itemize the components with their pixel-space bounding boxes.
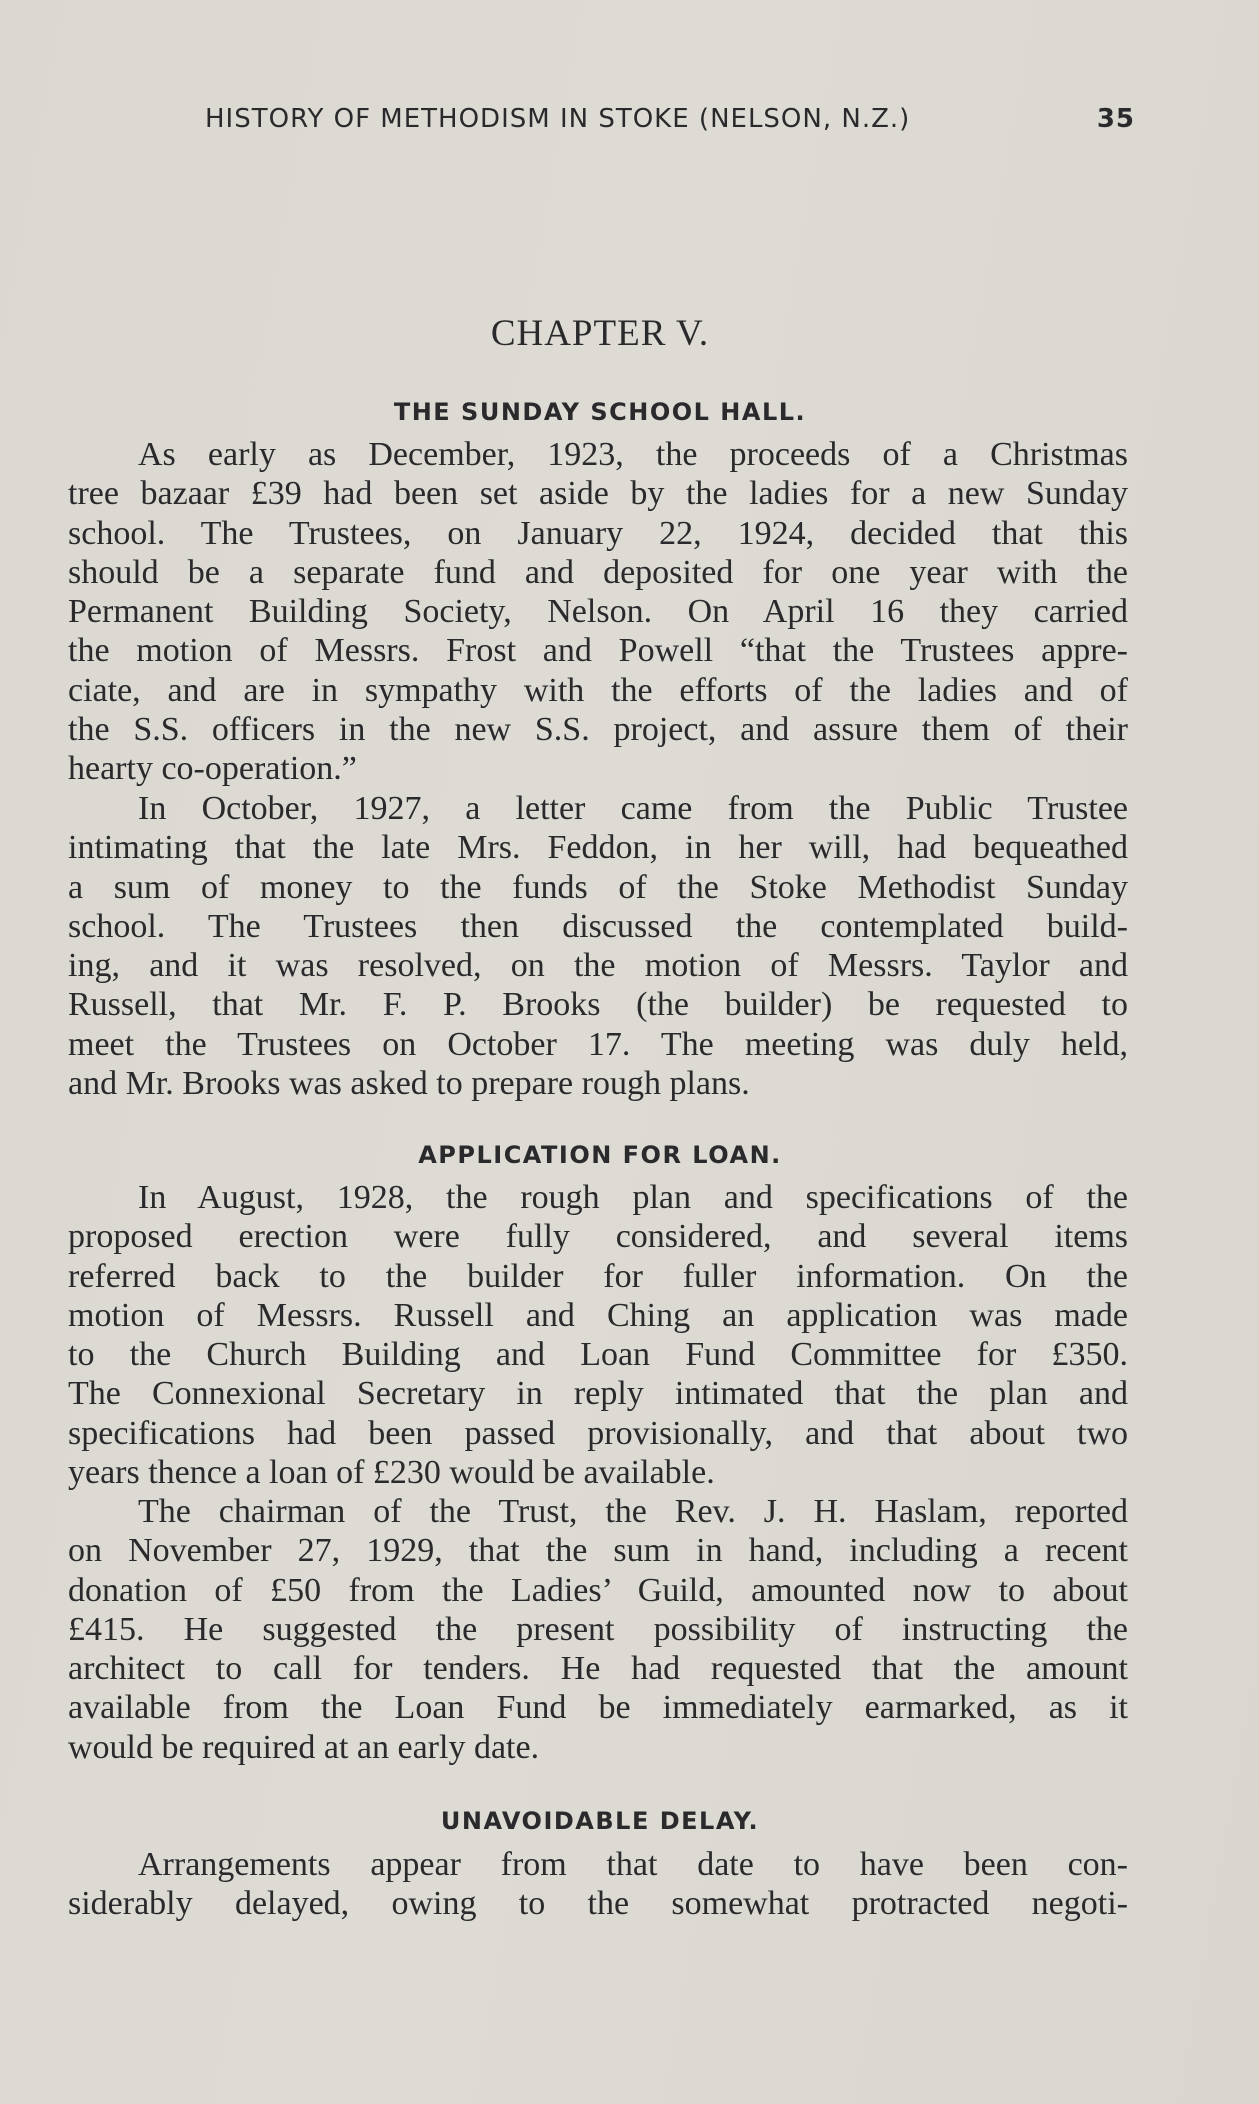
text-line: hearty co-operation.” bbox=[68, 750, 357, 788]
paragraph bbox=[68, 1492, 1128, 1767]
chapter-title: CHAPTER V. bbox=[490, 313, 710, 354]
text-line: In October, 1927, a letter came from the Public Trustee bbox=[138, 790, 1128, 827]
paragraph bbox=[68, 789, 1128, 1103]
text-line: intimating that the late Mrs. Feddon, in her will, had bequeathed bbox=[68, 829, 1128, 867]
paragraph bbox=[68, 435, 1128, 789]
running-header bbox=[205, 104, 1145, 140]
text-line: ing, and it was resolved, on the motion of Messrs. Taylor and bbox=[68, 947, 1128, 985]
text-line: school. The Trustees then discussed the contemplated build- bbox=[68, 907, 1128, 945]
running-title: HISTORY OF METHODISM IN STOKE (NELSON, N.Z.) bbox=[205, 104, 911, 134]
text-line: on November 27, 1929, that the sum in hand, including a recent bbox=[68, 1532, 1128, 1570]
text-line: the motion of Messrs. Frost and Powell “that the Trustees appre- bbox=[68, 632, 1128, 670]
text-line: should be a separate fund and deposited for one year with the bbox=[68, 553, 1128, 591]
text-line: years thence a loan of £230 would be available. bbox=[68, 1454, 715, 1492]
text-line: architect to call for tenders. He had requested that the amount bbox=[68, 1650, 1128, 1688]
paragraph bbox=[68, 1845, 1128, 1924]
text-line: £415. He suggested the present possibility of instructing the bbox=[68, 1610, 1128, 1648]
text-line: available from the Loan Fund be immediately earmarked, as it bbox=[68, 1689, 1128, 1727]
text-line: The chairman of the Trust, the Rev. J. H. Haslam, reported bbox=[138, 1493, 1128, 1530]
text-line: tree bazaar £39 had been set aside by the ladies for a new Sunday bbox=[68, 475, 1128, 513]
text-line: a sum of money to the funds of the Stoke Methodist Sunday bbox=[68, 868, 1128, 906]
paragraph bbox=[68, 1178, 1128, 1492]
text-line: motion of Messrs. Russell and Ching an application was made bbox=[68, 1296, 1128, 1334]
text-line: would be required at an early date. bbox=[68, 1728, 540, 1766]
text-line: meet the Trustees on October 17. The meeting was duly held, bbox=[68, 1025, 1128, 1063]
text-line: Russell, that Mr. F. P. Brooks (the builder) be requested to bbox=[68, 986, 1128, 1024]
section-heading: UNAVOIDABLE DELAY. bbox=[440, 1807, 760, 1835]
text-line: Arrangements appear from that date to have been con- bbox=[138, 1846, 1128, 1883]
text-line: ciate, and are in sympathy with the efforts of the ladies and of bbox=[68, 671, 1128, 709]
text-line: As early as December, 1923, the proceeds of a Christmas bbox=[138, 436, 1128, 473]
text-line: school. The Trustees, on January 22, 1924, decided that this bbox=[68, 514, 1128, 552]
text-line: the S.S. officers in the new S.S. project, and assure them of their bbox=[68, 711, 1128, 749]
text-line: specifications had been passed provisionally, and that about two bbox=[68, 1414, 1128, 1452]
text-line: donation of £50 from the Ladies’ Guild, amounted now to about bbox=[68, 1571, 1128, 1609]
section-heading: APPLICATION FOR LOAN. bbox=[418, 1141, 782, 1169]
text-line: siderably delayed, owing to the somewhat protracted negoti- bbox=[68, 1885, 1128, 1923]
section-heading: THE SUNDAY SCHOOL HALL. bbox=[393, 398, 807, 426]
page-number: 35 bbox=[1096, 104, 1135, 134]
text-line: referred back to the builder for fuller information. On the bbox=[68, 1257, 1128, 1295]
text-line: proposed erection were fully considered, and several items bbox=[68, 1218, 1128, 1256]
text-line: to the Church Building and Loan Fund Committee for £350. bbox=[68, 1336, 1128, 1374]
text-line: and Mr. Brooks was asked to prepare rough plans. bbox=[68, 1065, 750, 1103]
text-line: In August, 1928, the rough plan and specifications of the bbox=[138, 1179, 1128, 1216]
text-line: The Connexional Secretary in reply intimated that the plan and bbox=[68, 1375, 1128, 1413]
text-line: Permanent Building Society, Nelson. On April 16 they carried bbox=[68, 593, 1128, 631]
